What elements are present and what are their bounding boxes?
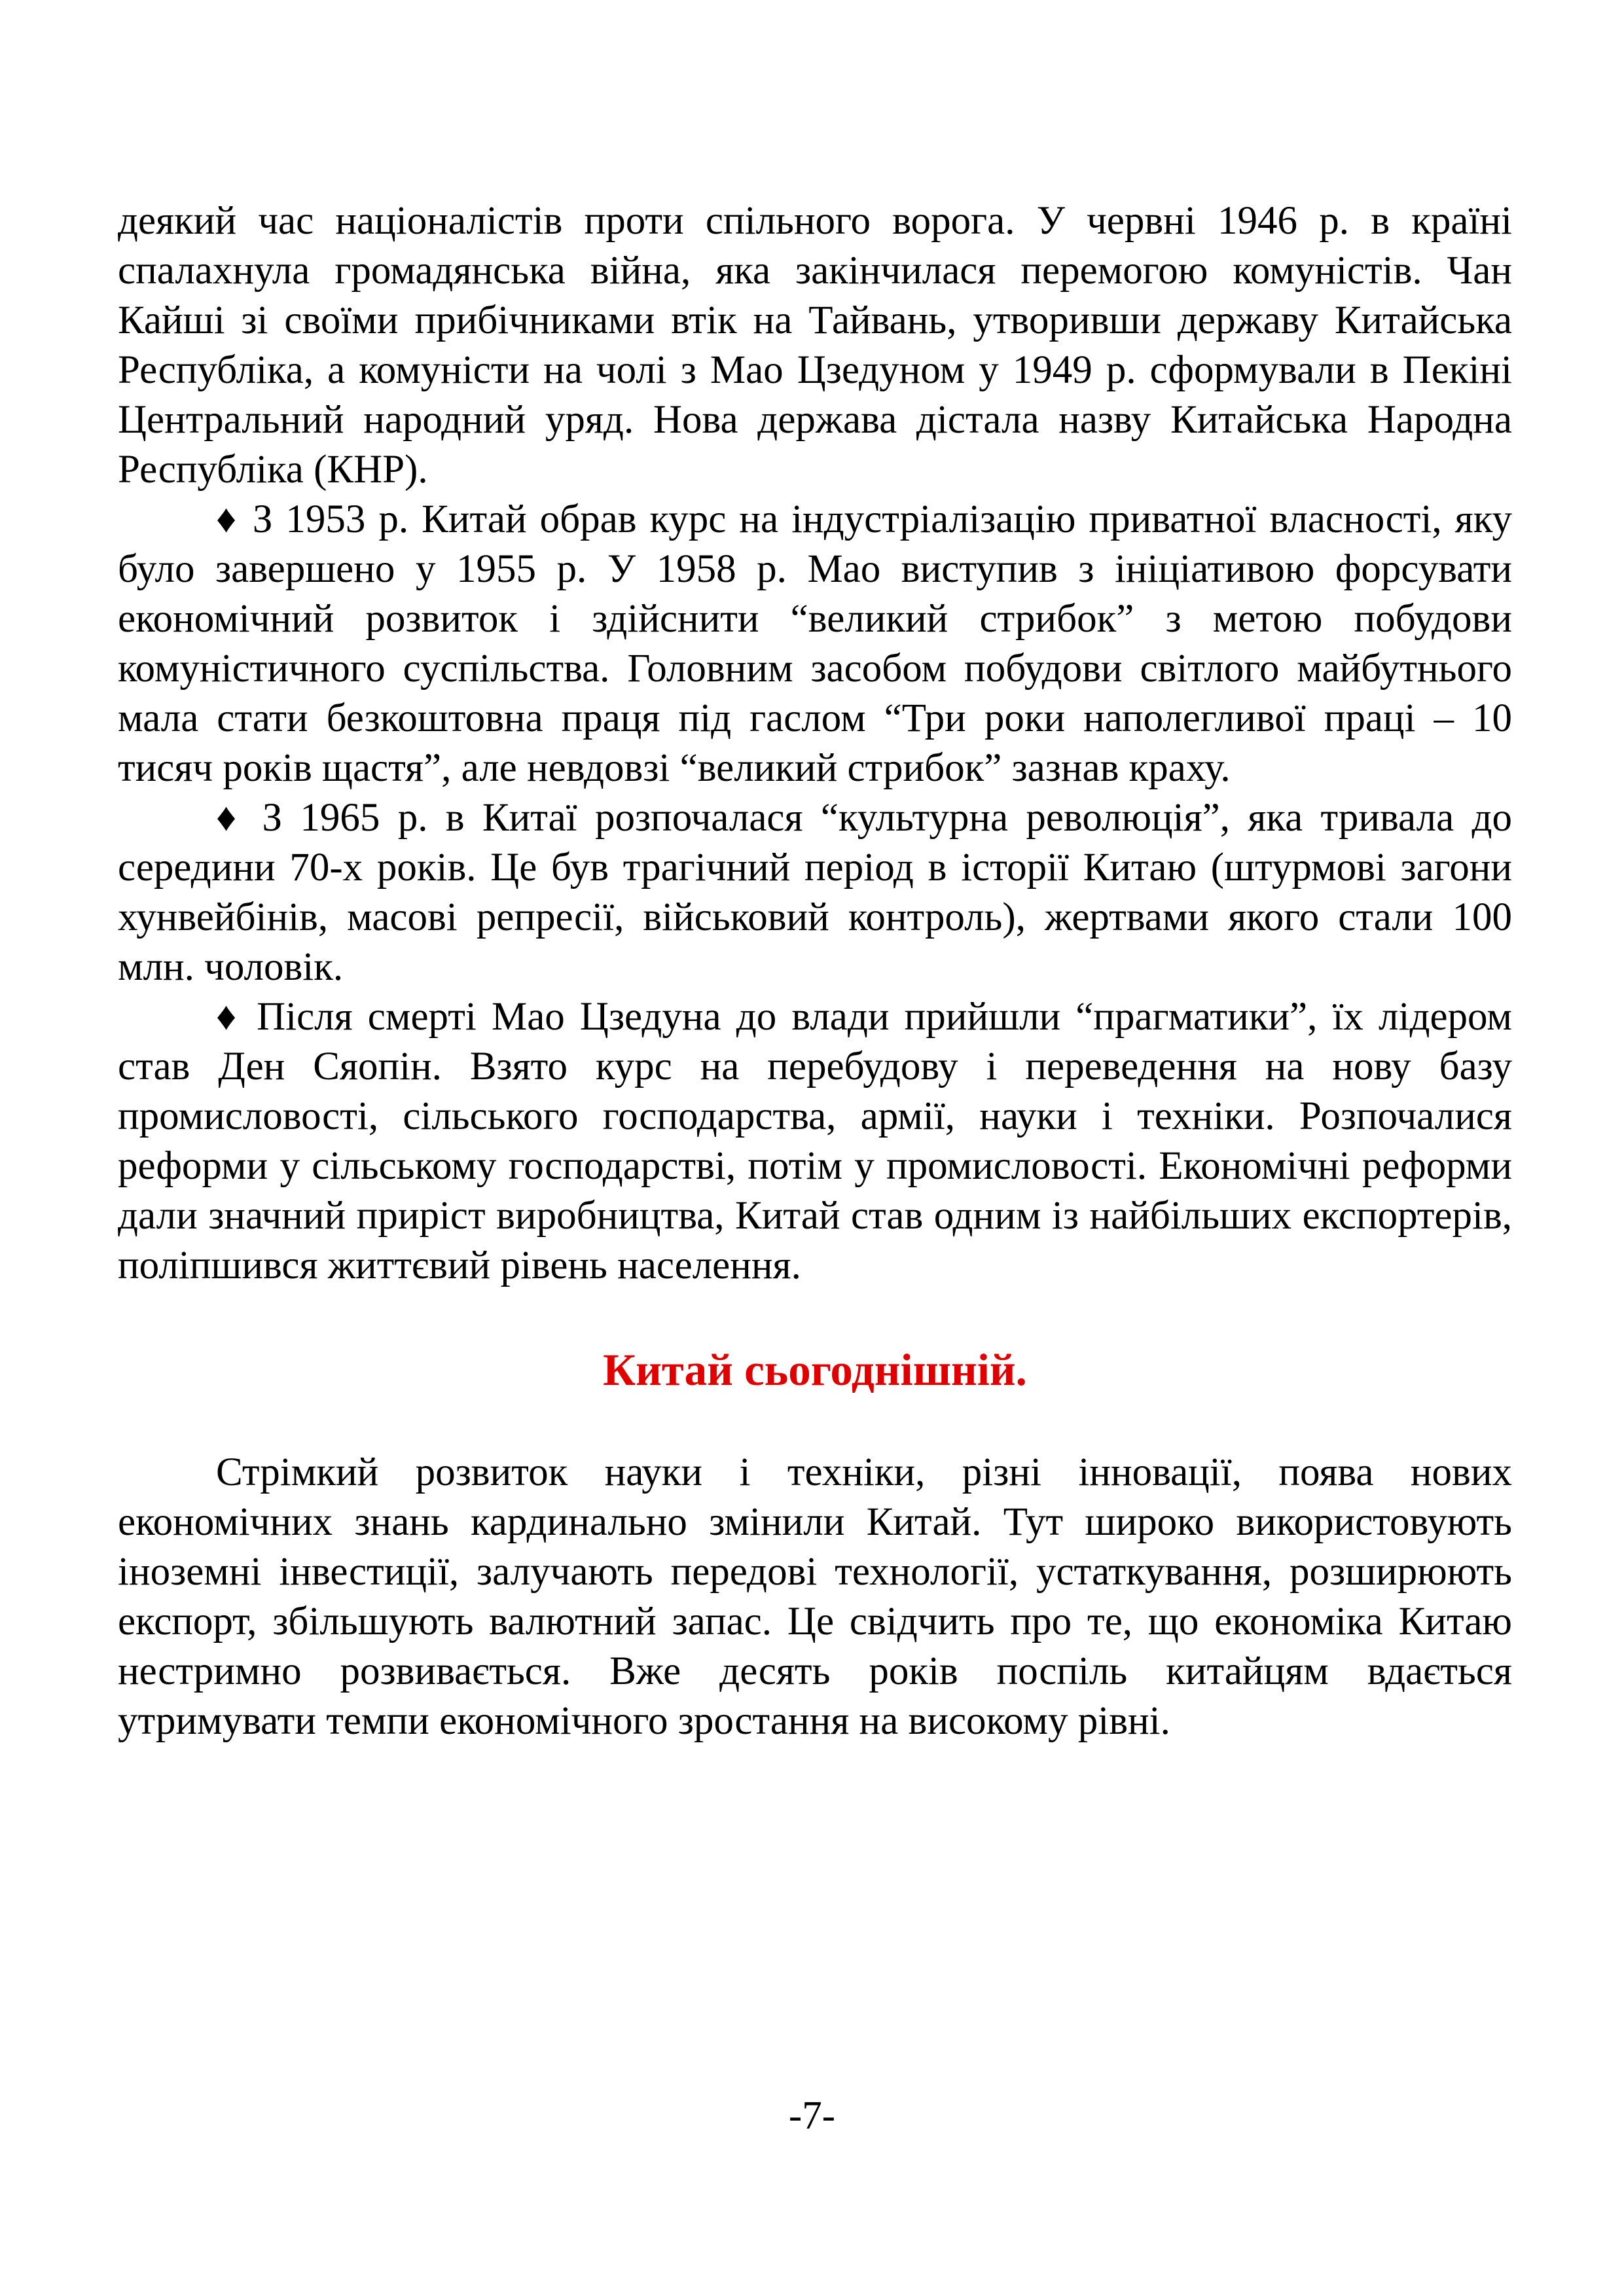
paragraph-1953: ♦ З 1953 р. Китай обрав курс на індустріалізацію приватної власності, яку було завершено у 1955 р. У 1958 р. Мао виступив з ініціативою форсувати економічний розвиток і здійснити “великий стрибок” з метою побудови комуністичного суспільства. Головним засобом побудови світлого майбутнього мала стати безкоштовна праця під гаслом “Три роки наполегливої праці – 10 тисяч років щастя”, але невдовзі “великий стрибок” зазнав краху. (118, 497, 1512, 790)
paragraph-1965: ♦ З 1965 р. в Китаї розпочалася “культурна революція”, яка тривала до середини 70-х років. Це був трагічний період в історії Китаю (штурмові загони хунвейбінів, масові репресії, військовий контроль), жертвами якого стали 100 млн. чоловік. (118, 796, 1512, 989)
paragraph-continuation: деякий час націоналістів проти спільного ворога. У червні 1946 р. в країні спалахнула громадянська війна, яка закінчилася перемогою комуністів. Чан Кайші зі своїми прибічниками втік на Тайвань, утворивши державу Китайська Республіка, а комуністи на чолі з Мао Цзедуном у 1949 р. сформували в Пекіні Центральний народний уряд. Нова держава дістала назву Китайська Народна Республіка (КНР). (118, 199, 1512, 492)
section-heading: Китай сьогоднішній. (603, 1345, 1027, 1395)
paragraph-pragmatists: ♦ Після смерті Мао Цзедуна до влади прийшли “прагматики”, їх лідером став Ден Сяопін. Взято курс на перебудову і переведення на нову базу промисловості, сільського господарства, армії, науки і техніки. Розпочалися реформи у сільському господарстві, потім у промисловості. Економічні реформи дали значний приріст виробництва, Китай став одним із найбільших експортерів, поліпшився життєвий рівень населення. (118, 995, 1512, 1287)
paragraph-modern-china: Стрімкий розвиток науки і техніки, різні інновації, поява нових економічних знань кардинально змінили Китай. Тут широко використовують іноземні інвестиції, залучають передові технології, устаткування, розширюють експорт, збільшують валютний запас. Це свідчить про те, що економіка Китаю нестримно розвивається. Вже десять років поспіль китайцям вдається утримувати темпи економічного зростання на високому рівні. (118, 1450, 1512, 1743)
page-number: -7- (788, 2094, 836, 2138)
document-page (118, 196, 1512, 1746)
